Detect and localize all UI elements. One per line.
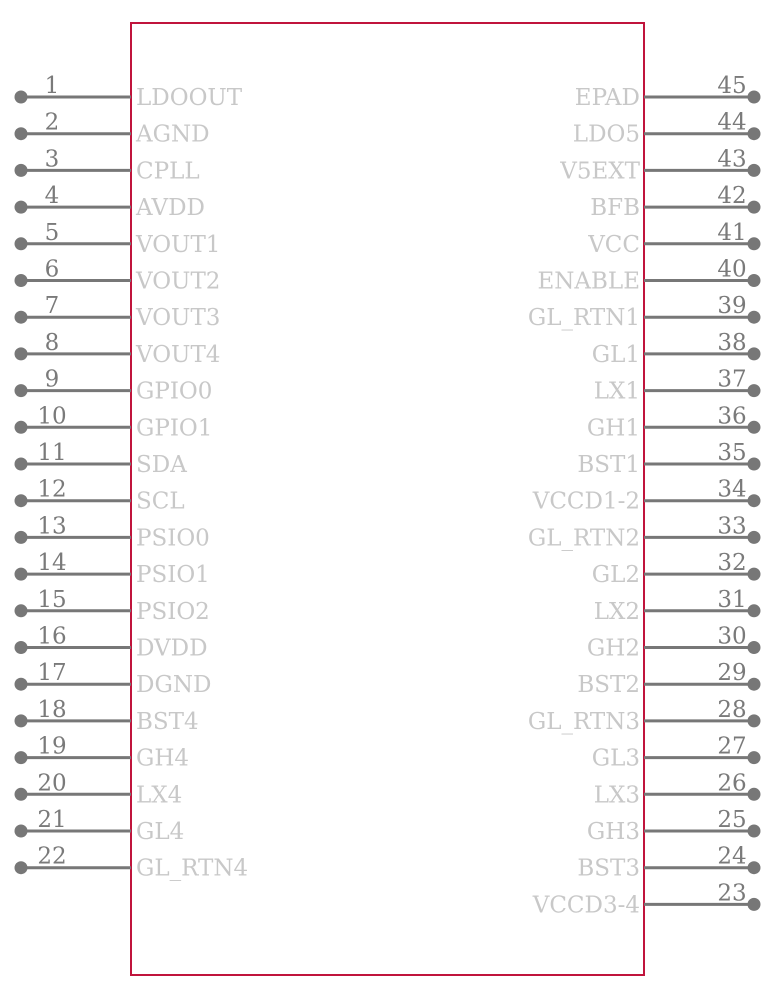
pin-number: 42 xyxy=(717,183,747,210)
pin-terminal xyxy=(748,458,761,471)
pin-number: 11 xyxy=(37,440,67,466)
pin-terminal xyxy=(748,274,761,287)
pin-terminal xyxy=(748,788,761,801)
pin-name: BST3 xyxy=(577,855,640,882)
pin-number: 9 xyxy=(44,366,60,393)
pin-name: VCCD1-2 xyxy=(532,488,640,515)
pin-name: VOUT1 xyxy=(136,231,221,258)
pin-name: VOUT4 xyxy=(136,341,221,368)
pin-name: GL_RTN1 xyxy=(527,305,640,332)
pin-number: 44 xyxy=(717,109,747,136)
pin-name: LX3 xyxy=(593,782,640,809)
pin-number: 5 xyxy=(44,219,60,246)
pin-name: GPIO0 xyxy=(136,378,213,405)
pin-terminal xyxy=(748,311,761,324)
left-pin-18 xyxy=(15,697,199,735)
left-pin-4 xyxy=(15,183,205,221)
pin-number: 36 xyxy=(717,403,747,430)
pin-number: 16 xyxy=(37,623,67,650)
pin-name: V5EXT xyxy=(560,158,640,185)
pin-name: DGND xyxy=(136,672,212,699)
pin-terminal xyxy=(748,201,761,214)
pin-number: 22 xyxy=(37,843,67,870)
left-pin-1 xyxy=(15,73,243,111)
pin-number: 19 xyxy=(37,733,67,760)
pin-number: 28 xyxy=(717,696,747,723)
pin-number: 41 xyxy=(717,219,747,246)
pin-terminal xyxy=(748,641,761,654)
pin-number: 34 xyxy=(717,476,747,503)
pin-terminal xyxy=(748,714,761,727)
pin-name: LDO5 xyxy=(572,121,640,148)
pin-name: BFB xyxy=(590,195,640,222)
pin-name: SDA xyxy=(136,452,187,478)
pin-number: 39 xyxy=(717,293,747,320)
pin-terminal xyxy=(15,91,28,104)
pin-number: 40 xyxy=(717,256,747,283)
right-pin-31 xyxy=(594,587,761,625)
pin-name: PSIO2 xyxy=(136,598,210,625)
pin-name: GH3 xyxy=(586,819,640,845)
pin-terminal xyxy=(748,678,761,691)
pin-terminal xyxy=(748,898,761,911)
pin-number: 43 xyxy=(717,146,747,173)
left-pin-6 xyxy=(15,257,221,295)
pin-terminal xyxy=(15,494,28,507)
right-pin-34 xyxy=(532,477,761,515)
right-pin-42 xyxy=(590,183,760,221)
pin-number: 21 xyxy=(37,807,67,833)
pin-name: GL_RTN3 xyxy=(527,708,640,735)
pin-name: VOUT2 xyxy=(136,268,221,295)
pin-name: BST4 xyxy=(136,708,199,735)
right-pin-27 xyxy=(592,734,761,772)
left-pin-10 xyxy=(15,403,213,441)
left-pin-3 xyxy=(15,146,200,184)
pin-name: GH4 xyxy=(136,745,190,772)
pin-name: BST2 xyxy=(577,672,640,699)
pin-number: 23 xyxy=(717,880,747,907)
pin-number: 30 xyxy=(717,623,747,650)
pin-terminal xyxy=(15,861,28,874)
left-pin-2 xyxy=(15,110,210,148)
left-pin-7 xyxy=(15,293,221,331)
pin-name: BST1 xyxy=(577,452,640,478)
pin-number: 35 xyxy=(717,440,747,466)
pin-terminal xyxy=(748,751,761,764)
pin-terminal xyxy=(15,751,28,764)
pin-name: LDOOUT xyxy=(136,85,243,111)
pin-number: 10 xyxy=(37,403,67,430)
right-pin-24 xyxy=(577,844,760,882)
left-pin-11 xyxy=(15,440,188,478)
pin-name: ENABLE xyxy=(537,268,640,295)
pin-number: 13 xyxy=(37,513,67,540)
pin-name: GL4 xyxy=(136,819,185,845)
pin-terminal xyxy=(748,421,761,434)
pin-number: 8 xyxy=(44,329,60,356)
pin-number: 31 xyxy=(717,586,747,613)
right-pin-29 xyxy=(577,660,760,698)
pin-terminal xyxy=(15,604,28,617)
left-pin-15 xyxy=(15,587,210,625)
pin-terminal xyxy=(15,384,28,397)
left-pin-12 xyxy=(15,477,185,515)
right-pin-45 xyxy=(575,73,761,111)
right-pin-32 xyxy=(592,550,761,588)
pin-name: VCC xyxy=(588,231,640,258)
right-pin-26 xyxy=(594,770,761,808)
right-pin-41 xyxy=(587,220,760,258)
right-pin-40 xyxy=(538,257,761,295)
left-pin-19 xyxy=(15,734,190,772)
pin-number: 7 xyxy=(44,293,60,320)
pin-name: PSIO1 xyxy=(136,562,210,589)
right-pin-38 xyxy=(592,330,761,368)
pin-number: 33 xyxy=(717,513,747,540)
pin-number: 1 xyxy=(44,73,60,99)
pin-name: DVDD xyxy=(136,635,208,662)
left-pin-16 xyxy=(15,624,208,662)
pin-terminal xyxy=(748,568,761,581)
pin-name: LX2 xyxy=(593,598,640,625)
pin-name: GL_RTN2 xyxy=(527,525,640,552)
pin-name: GL_RTN4 xyxy=(136,855,249,882)
pin-terminal xyxy=(15,788,28,801)
pin-terminal xyxy=(15,347,28,360)
pin-terminal xyxy=(15,237,28,250)
right-pin-37 xyxy=(594,367,761,405)
pin-name: GPIO1 xyxy=(136,415,213,442)
pin-name: VOUT3 xyxy=(136,305,221,332)
pin-name: SCL xyxy=(136,488,185,515)
pin-terminal xyxy=(748,384,761,397)
right-pin-44 xyxy=(573,110,761,148)
pin-terminal xyxy=(748,164,761,177)
right-pin-30 xyxy=(587,624,761,662)
pin-name: CPLL xyxy=(136,158,200,185)
left-pin-17 xyxy=(15,660,212,698)
left-pin-9 xyxy=(15,367,213,405)
pin-number: 27 xyxy=(717,733,747,760)
pin-terminal xyxy=(15,678,28,691)
left-pin-13 xyxy=(15,513,210,551)
pin-number: 2 xyxy=(44,109,60,136)
pin-terminal xyxy=(15,458,28,471)
pin-name: LX1 xyxy=(593,378,640,405)
pin-number: 45 xyxy=(717,73,747,99)
pin-terminal xyxy=(15,568,28,581)
pin-number: 14 xyxy=(37,550,67,577)
pin-terminal xyxy=(748,91,761,104)
left-pin-5 xyxy=(15,220,221,258)
pin-number: 4 xyxy=(44,183,60,210)
pin-terminal xyxy=(15,641,28,654)
pin-name: AGND xyxy=(136,121,210,148)
pin-name: LX4 xyxy=(136,782,183,809)
pin-number: 15 xyxy=(37,586,67,613)
pin-name: AVDD xyxy=(136,195,205,222)
pin-name: PSIO0 xyxy=(136,525,210,552)
pin-terminal xyxy=(15,311,28,324)
right-pin-35 xyxy=(577,440,760,478)
left-pin-14 xyxy=(15,550,210,588)
pin-terminal xyxy=(15,201,28,214)
pin-number: 38 xyxy=(717,329,747,356)
pin-terminal xyxy=(15,714,28,727)
pin-terminal xyxy=(15,421,28,434)
pin-name: GL2 xyxy=(591,562,640,589)
pin-terminal xyxy=(748,531,761,544)
pin-number: 12 xyxy=(37,476,67,503)
left-pin-8 xyxy=(15,330,221,368)
pin-terminal xyxy=(15,127,28,140)
pin-terminal xyxy=(748,861,761,874)
right-pin-25 xyxy=(587,807,761,845)
pin-number: 18 xyxy=(37,696,67,723)
pin-name: EPAD xyxy=(574,85,640,111)
pin-name: GH2 xyxy=(586,635,640,662)
pin-terminal xyxy=(15,825,28,838)
pin-terminal xyxy=(748,494,761,507)
pin-number: 29 xyxy=(717,660,747,687)
right-pin-23 xyxy=(532,880,761,918)
pin-name: GL3 xyxy=(591,745,640,772)
pin-number: 37 xyxy=(717,366,747,393)
pin-name: GH1 xyxy=(586,415,640,442)
pin-number: 26 xyxy=(717,770,747,797)
left-pin-21 xyxy=(15,807,185,845)
pin-number: 24 xyxy=(717,843,747,870)
pin-terminal xyxy=(748,825,761,838)
pin-terminal xyxy=(748,347,761,360)
pin-terminal xyxy=(15,531,28,544)
pin-number: 25 xyxy=(717,807,747,833)
pin-terminal xyxy=(15,164,28,177)
pin-number: 20 xyxy=(37,770,67,797)
pin-terminal xyxy=(748,127,761,140)
pin-name: VCCD3-4 xyxy=(532,892,640,919)
pin-terminal xyxy=(748,604,761,617)
pin-terminal xyxy=(15,274,28,287)
left-pin-20 xyxy=(15,770,183,808)
right-pin-43 xyxy=(559,146,760,184)
right-pin-36 xyxy=(587,403,761,441)
pin-name: GL1 xyxy=(591,341,640,368)
pin-number: 6 xyxy=(44,256,60,283)
pin-number: 17 xyxy=(37,660,67,687)
pin-number: 32 xyxy=(717,550,747,577)
pin-terminal xyxy=(748,237,761,250)
pin-number: 3 xyxy=(44,146,60,173)
